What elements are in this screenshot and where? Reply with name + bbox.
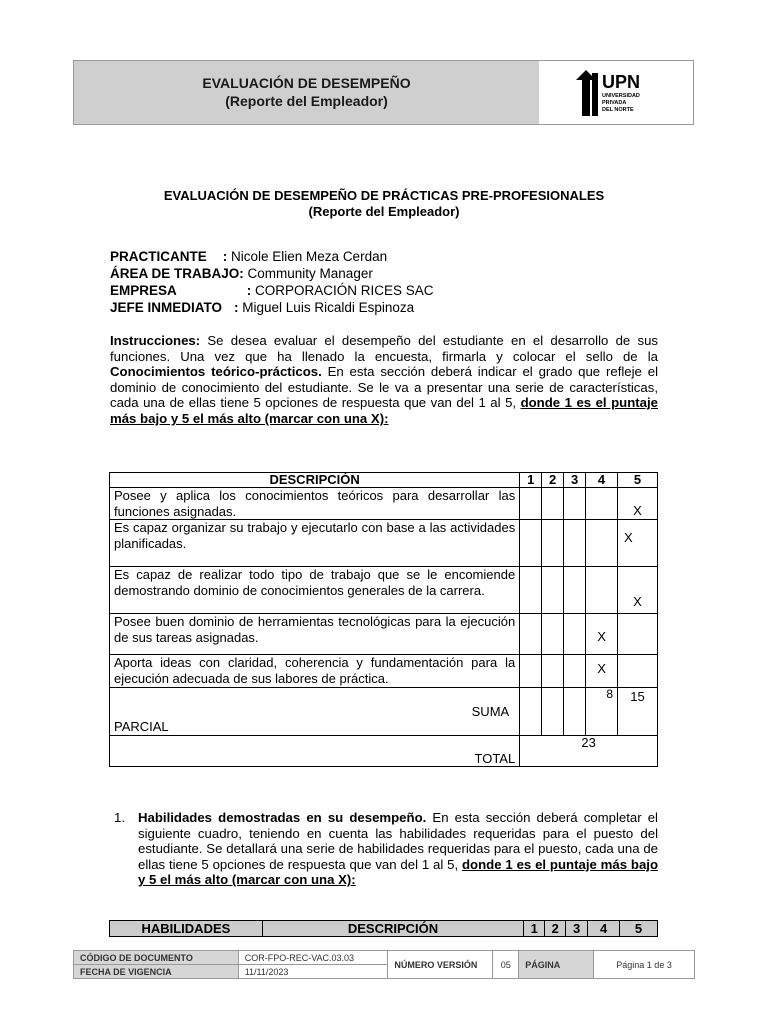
- parcial-label: PARCIAL: [114, 719, 169, 734]
- svg-text:UNIVERSIDAD: UNIVERSIDAD: [602, 93, 640, 99]
- table-row: Es capaz de realizar todo tipo de trabajo que se le encomiende demostrando dominio de conocimientos generales de la carrera. X: [110, 567, 658, 614]
- document-footer: [73, 950, 695, 979]
- total-row: [110, 736, 658, 767]
- footer-fecha-value: 11/11/2023: [238, 965, 388, 979]
- info-area: ÁREA DE TRABAJO: Community Manager: [110, 266, 373, 281]
- footer-codigo-label: CÓDIGO DE DOCUMENTO: [74, 951, 239, 965]
- table-row: Aporta ideas con claridad, coherencia y fundamentación para la ejecución adecuada de sus labores de práctica. X: [110, 655, 658, 688]
- mark-cell: X: [618, 488, 658, 520]
- info-empresa: EMPRESA : CORPORACIÓN RICES SAC: [110, 283, 434, 298]
- suma-value-5: 15: [618, 688, 658, 736]
- table-header-row: DESCRIPCIÓN 1 2 3 4 5: [110, 473, 658, 488]
- footer-pagina-label: PÁGINA: [519, 951, 594, 979]
- mark-cell: X: [618, 567, 658, 614]
- total-label: TOTAL: [110, 736, 520, 767]
- instructions-paragraph: Instrucciones: Se desea evaluar el desempeño del estudiante en el desarrollo de sus funciones. Una vez que ha llenado la encuesta, firmarla y colocar el sello de la Conocimientos teórico-prácticos. En esta sección deberá indicar el grado que refleje el dominio de conocimiento del estudiante. Se le va a presentar una serie de características, cada una de ellas tiene 5 opciones de respuesta que van del 1 al 5, donde 1 es el puntaje más bajo y 5 el más alto (marcar con una X):: [110, 333, 658, 426]
- svg-text:PRIVADA: PRIVADA: [602, 100, 627, 106]
- table-row: Posee buen dominio de herramientas tecnológicas para la ejecución de sus tareas asignadas. X: [110, 614, 658, 655]
- mark-cell: X: [586, 614, 618, 655]
- table-row: Es capaz organizar su trabajo y ejecutarlo con base a las actividades planificadas. X: [110, 520, 658, 567]
- table-header-row: HABILIDADES DESCRIPCIÓN 1 2 3 4 5: [110, 921, 658, 937]
- footer-version-value: 05: [493, 951, 519, 979]
- suma-parcial-row: [110, 688, 658, 736]
- footer-version-label: NÚMERO VERSIÓN: [388, 951, 493, 979]
- evaluation-table: [109, 472, 658, 767]
- section-paragraph: Habilidades demostradas en su desempeño. En esta sección deberá completar el siguiente cuadro, teniendo en cuenta las habilidades requeridas para el puesto del estudiante. Se detallará una serie de habilidades requeridas para el puesto, cada una de ellas tiene 5 opciones de respuesta que van del 1 al 5, donde 1 es el puntaje más bajo y 5 el más alto (marcar con una X):: [138, 810, 659, 888]
- document-title-line2: (Reporte del Empleador): [308, 204, 460, 219]
- habilidades-table: [109, 920, 658, 937]
- footer-fecha-label: FECHA DE VIGENCIA: [74, 965, 239, 979]
- suma-label: SUMA: [471, 704, 510, 719]
- logo-upn-text: UPN: [602, 72, 641, 92]
- table-row: Posee y aplica los conocimientos teóricos para desarrollar las funciones asignadas. X: [110, 488, 658, 520]
- footer-pagina-value: Página 1 de 3: [594, 951, 695, 979]
- header-title: [74, 74, 539, 110]
- svg-text:DEL NORTE: DEL NORTE: [602, 107, 634, 113]
- mark-cell: X: [618, 520, 658, 567]
- section-number: 1.: [114, 810, 125, 825]
- mark-cell: X: [586, 655, 618, 688]
- total-value: 23: [520, 736, 658, 767]
- section-habilidades: [110, 810, 658, 888]
- info-jefe: JEFE INMEDIATO : Miguel Luis Ricaldi Espinoza: [110, 300, 415, 315]
- header-title-line1: EVALUACIÓN DE DESEMPEÑO: [202, 75, 411, 91]
- document-title: [110, 188, 658, 220]
- footer-codigo-value: COR-FPO-REC-VAC.03.03: [238, 951, 388, 965]
- header-title-line2: (Reporte del Empleador): [225, 93, 388, 109]
- document-title-line1: EVALUACIÓN DE DESEMPEÑO DE PRÁCTICAS PRE-PROFESIONALES: [163, 188, 605, 203]
- suma-value-4: 8: [586, 688, 618, 736]
- upn-logo: [574, 70, 664, 116]
- upn-logo-icon: [574, 70, 664, 116]
- info-practicante: PRACTICANTE : Nicole Elien Meza Cerdan: [110, 249, 388, 264]
